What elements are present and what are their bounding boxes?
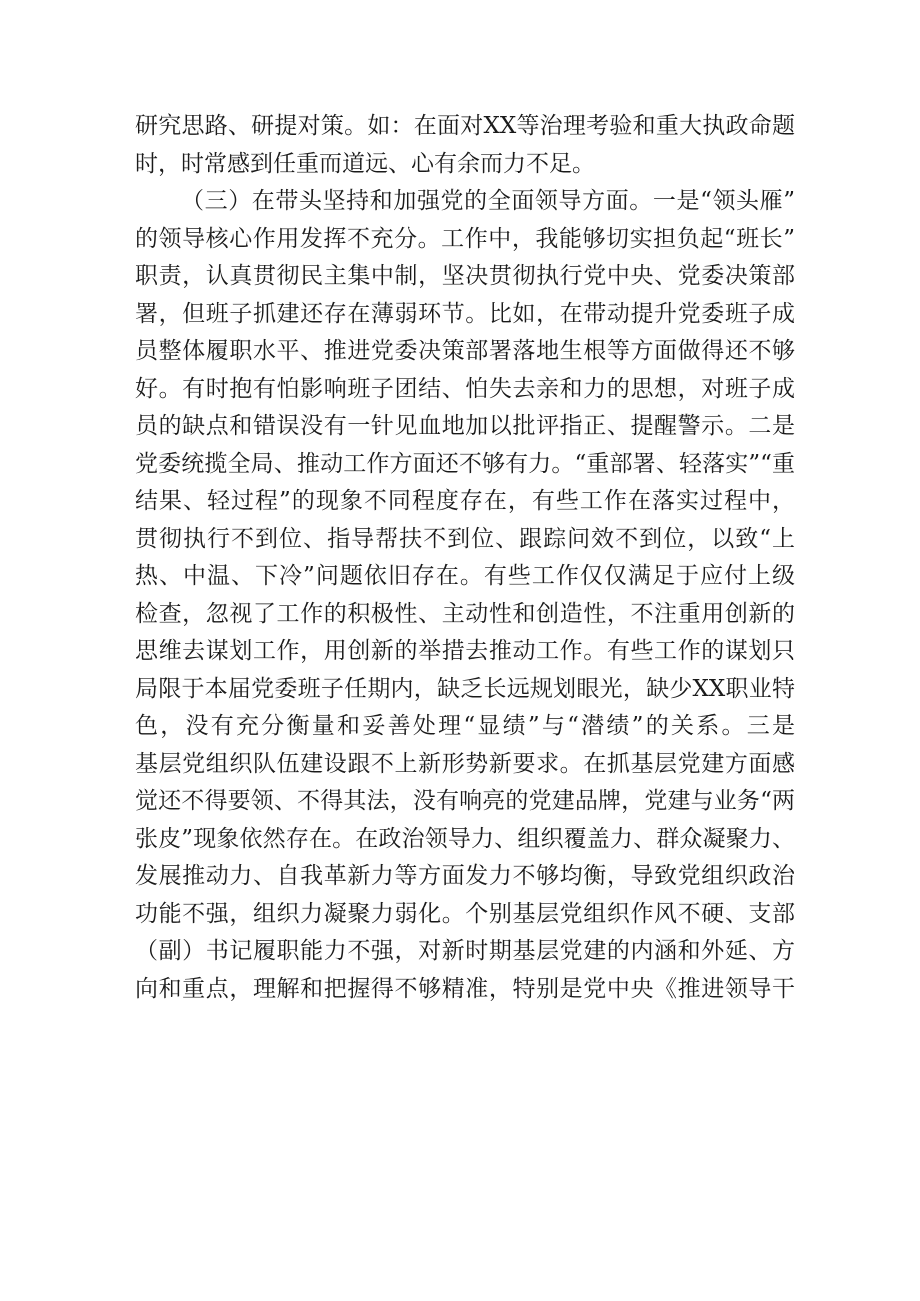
paragraph-line: 署，但班子抓建还存在薄弱环节。比如，在带动提升党委班子成 [135, 300, 795, 327]
paragraph-line: 发展推动力、自我革新力等方面发力不够均衡，导致党组织政治 [135, 863, 795, 889]
paragraph-line: 结果、轻过程”的现象不同程度存在，有些工作在落实过程中， [135, 488, 795, 514]
paragraph-line: 贯彻执行不到位、指导帮扶不到位、跟踪问效不到位，以致“上 [135, 525, 795, 552]
paragraph-line: 员整体履职水平、推进党委决策部署落地生根等方面做得还不够 [135, 338, 795, 364]
paragraph-line: 思维去谋划工作，用创新的举措去推动工作。有些工作的谋划只 [135, 638, 795, 664]
paragraph-line: 党委统揽全局、推动工作方面还不够有力。“重部署、轻落实”“重 [135, 450, 795, 477]
paragraph-line: 热、中温、下冷”问题依旧存在。有些工作仅仅满足于应付上级 [135, 563, 795, 589]
section-heading-line: （三）在带头坚持和加强党的全面领导方面。一是“领头雁” [181, 188, 795, 214]
paragraph-line: 好。有时抱有怕影响班子团结、怕失去亲和力的思想，对班子成 [135, 375, 795, 402]
paragraph-line: 员的缺点和错误没有一针见血地加以批评指正、提醒警示。二是 [135, 413, 795, 439]
paragraph-line: （副）书记履职能力不强，对新时期基层党建的内涵和外延、方 [135, 938, 795, 964]
paragraph-line: 色，没有充分衡量和妥善处理“显绩”与“潜绩”的关系。三是 [135, 713, 795, 739]
paragraph-line: 功能不强，组织力凝聚力弱化。个别基层党组织作风不硬、支部 [135, 900, 795, 927]
paragraph-line: 基层党组织队伍建设跟不上新形势新要求。在抓基层党建方面感 [135, 750, 795, 777]
document-body [135, 108, 795, 1008]
paragraph-line: 职责，认真贯彻民主集中制，坚决贯彻执行党中央、党委决策部 [135, 263, 795, 289]
paragraph-line: 研究思路、研提对策。如：在面对XX等治理考验和重大执政命题 [135, 113, 795, 139]
paragraph-line: 的领导核心作用发挥不充分。工作中，我能够切实担负起“班长” [135, 225, 795, 252]
paragraph-line: 向和重点，理解和把握得不够精准，特别是党中央《推进领导干 [135, 975, 795, 1002]
paragraph-line: 局限于本届党委班子任期内，缺乏长远规划眼光，缺少XX职业特 [135, 675, 795, 702]
paragraph-line: 时，时常感到任重而道远、心有余而力不足。 [135, 150, 595, 177]
paragraph-line: 检查，忽视了工作的积极性、主动性和创造性，不注重用创新的 [135, 600, 795, 627]
paragraph-line: 张皮”现象依然存在。在政治领导力、组织覆盖力、群众凝聚力、 [135, 825, 795, 852]
paragraph-line: 觉还不得要领、不得其法，没有响亮的党建品牌，党建与业务“两 [135, 788, 795, 814]
